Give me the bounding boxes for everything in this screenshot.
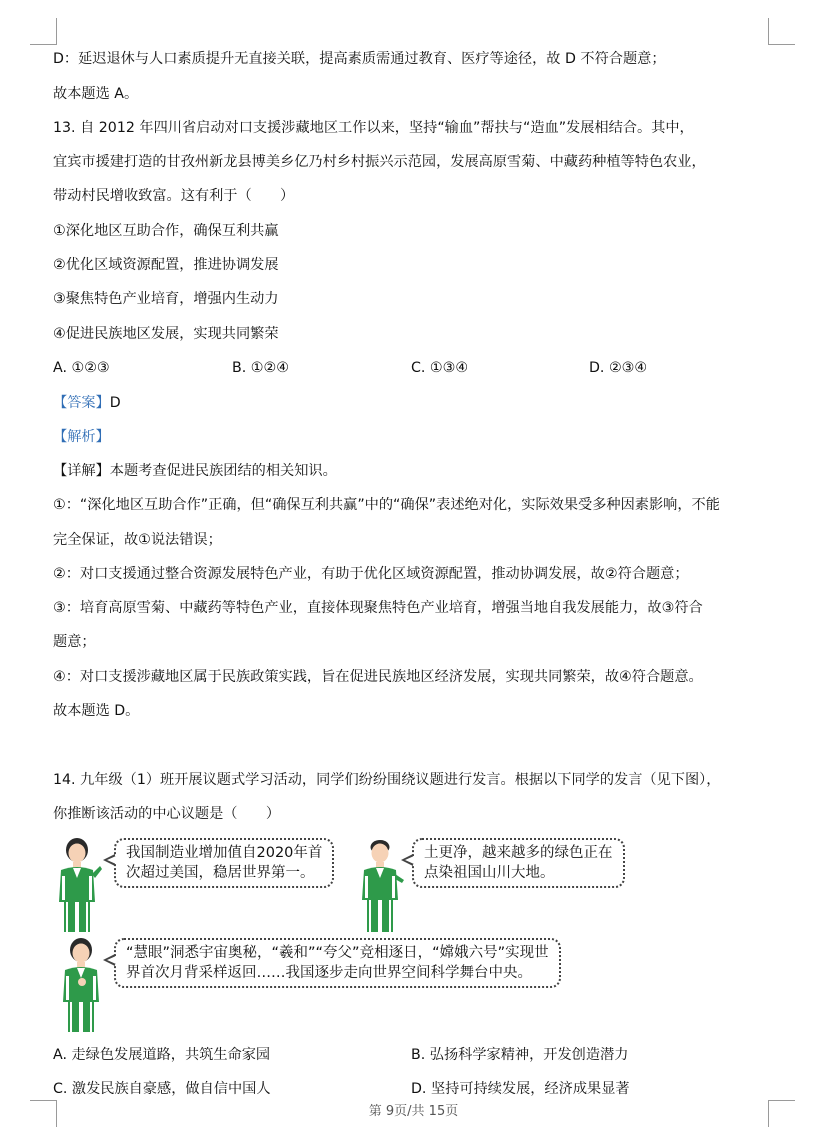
speech-bubble-2-line-1: 土更净，越来越多的绿色正在 — [424, 845, 613, 861]
q13-explanation-6: ④：对口支援涉藏地区属于民族政策实践，旨在促进民族地区经济发展，实现共同繁荣，故④符合题意。 — [53, 669, 703, 685]
q13-option-d: D. ②③④ — [589, 360, 648, 376]
q14-stem-line-2: 你推断该活动的中心议题是（ ） — [53, 806, 281, 822]
q13-answer — [53, 393, 121, 413]
q13-option-b: B. ①②④ — [232, 360, 289, 376]
speech-bubble-2-line-2: 点染祖国山川大地。 — [424, 865, 555, 881]
q13-explanation-3: ②：对口支援通过整合资源发展特色产业，有助于优化区域资源配置，推动协调发展，故②符合题意； — [53, 566, 689, 582]
q13-stem-line-2: 宜宾市援建打造的甘孜州新龙县博美乡亿乃村乡村振兴示范园，发展高原雪菊、中藏药种植等特色农业， — [53, 154, 706, 170]
student-girl-icon — [52, 836, 102, 936]
crop-mark-top-left — [30, 18, 57, 45]
page-footer: 第 9页/共 15页 — [368, 1104, 459, 1119]
analysis-tag: 【解析】 — [53, 429, 110, 445]
student-girl-2-icon — [56, 936, 106, 1036]
prev-option-d-analysis: D：延迟退休与人口素质提升无直接关联，提高素质需通过教育、医疗等途径，故 D 不符合题意； — [53, 51, 666, 67]
speech-bubble-1-line-2: 次超过美国，稳居世界第一。 — [126, 865, 315, 881]
q14-option-a: A. 走绿色发展道路，共筑生命家园 — [53, 1047, 271, 1063]
q13-stem-line-3: 带动村民增收致富。这有利于（ ） — [53, 188, 295, 204]
q13-option-c: C. ①③④ — [411, 360, 469, 376]
answer-tag: 【答案】 — [53, 395, 110, 411]
prev-conclusion: 故本题选 A。 — [53, 86, 139, 102]
student-boy-icon — [355, 836, 405, 936]
speech-bubble-3-line-1: “慧眼”洞悉宇宙奥秘，“羲和”“夸父”竞相逐日，“嫦娥六号”实现世 — [126, 945, 549, 961]
q13-explanation-4: ③：培育高原雪菊、中藏药等特色产业，直接体现聚焦特色产业培育，增强当地自我发展能力，故③符合 — [53, 600, 703, 616]
speech-bubble-2 — [412, 838, 625, 888]
q13-statement-1: ①深化地区互助合作，确保互利共赢 — [53, 223, 279, 239]
q14-stem-line-1: 14. 九年级（1）班开展议题式学习活动，同学们纷纷围绕议题进行发言。根据以下同学的发言（见下图）， — [53, 772, 721, 788]
q13-explanation-5: 题意； — [53, 634, 96, 650]
q13-statement-2: ②优化区域资源配置，推进协调发展 — [53, 257, 279, 273]
q13-option-a: A. ①②③ — [53, 360, 110, 376]
q13-statement-4: ④促进民族地区发展，实现共同繁荣 — [53, 326, 279, 342]
speech-bubble-3 — [114, 938, 561, 988]
speech-bubble-3-line-2: 界首次月背采样返回……我国逐步走向世界空间科学舞台中央。 — [126, 965, 532, 981]
q13-explanation-1: ①：“深化地区互助合作”正确，但“确保互利共赢”中的“确保”表述绝对化，实际效果受多种因素影响，不能 — [53, 497, 720, 513]
speech-bubble-1 — [114, 838, 334, 888]
q13-explanation-2: 完全保证，故①说法错误； — [53, 532, 222, 548]
q13-statement-3: ③聚焦特色产业培育，增强内生动力 — [53, 291, 279, 307]
q13-detail: 【详解】本题考查促进民族团结的相关知识。 — [53, 463, 337, 479]
q14-option-b: B. 弘扬科学家精神，开发创造潜力 — [411, 1047, 629, 1063]
speech-bubble-1-line-1: 我国制造业增加值自2020年首 — [126, 845, 323, 861]
q14-option-d: D. 坚持可持续发展，经济成果显著 — [411, 1081, 630, 1097]
crop-mark-top-right — [768, 18, 795, 45]
q13-stem-line-1: 13. 自 2012 年四川省启动对口支援涉藏地区工作以来，坚持“输血”帮扶与“造血”发展相结合。其中， — [53, 120, 694, 136]
answer-value: D — [109, 395, 121, 411]
speech-figure — [50, 832, 660, 1037]
q14-option-c: C. 激发民族自豪感，做自信中国人 — [53, 1081, 271, 1097]
q13-explanation-7: 故本题选 D。 — [53, 703, 140, 719]
